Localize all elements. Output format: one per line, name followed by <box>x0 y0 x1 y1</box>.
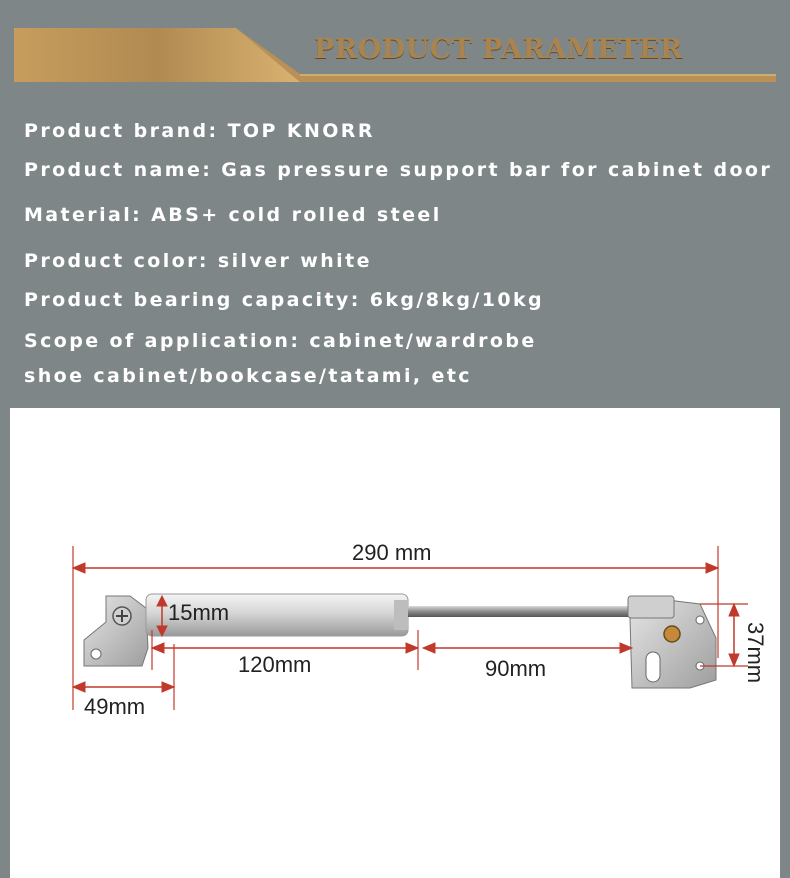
page-title: PRODUCT PARAMETER <box>314 34 683 65</box>
label-bracket-width: 49mm <box>84 694 146 719</box>
dimension-rod-length <box>423 643 632 653</box>
label-cylinder-length: 120mm <box>238 652 312 677</box>
param-name: Product name: Gas pressure support bar for cabinet door <box>24 159 773 181</box>
label-total-length: 290 mm <box>352 540 432 565</box>
label-rod-length: 90mm <box>485 656 547 681</box>
cylinder-end-cap <box>394 600 408 630</box>
label-cylinder-diameter: 15mm <box>168 600 230 625</box>
param-capacity: Product bearing capacity: 6kg/8kg/10kg <box>24 289 544 311</box>
param-scope: Scope of application: cabinet/wardrobe <box>24 330 537 352</box>
param-scope-continued: shoe cabinet/bookcase/tatami, etc <box>24 365 472 387</box>
gas-strut-diagram <box>10 408 780 878</box>
param-brand: Product brand: TOP KNORR <box>24 120 375 142</box>
param-color: Product color: silver white <box>24 250 372 272</box>
label-bracket-height: 37mm <box>743 622 768 684</box>
product-diagram-panel <box>10 408 780 878</box>
right-mounting-bracket <box>628 596 716 688</box>
piston-rod <box>408 606 630 617</box>
left-mounting-bracket <box>84 596 148 666</box>
param-material: Material: ABS+ cold rolled steel <box>24 204 442 226</box>
header-banner <box>0 0 790 100</box>
